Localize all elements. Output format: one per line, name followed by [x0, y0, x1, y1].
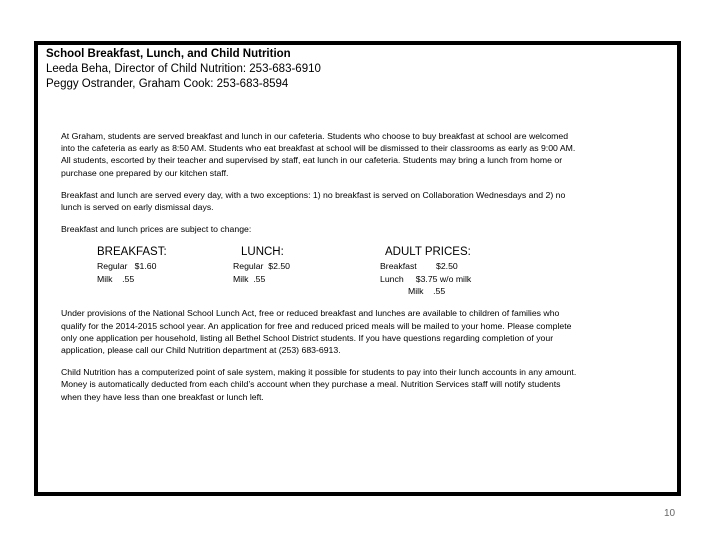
text-line: Money is automatically deducted from each child’s account when they purchase a meal. Nutrition Services staff will notify students	[61, 379, 561, 390]
contact-header	[46, 47, 321, 92]
prices-intro: Breakfast and lunch prices are subject to change:	[61, 224, 252, 235]
text-line: only one application per household, listing all Bethel School District students. If you have questions regarding completion of your	[61, 332, 554, 343]
lunch-prices	[233, 245, 290, 284]
text-line: lunch is served on early dismissal days.	[61, 202, 214, 213]
director-contact: Leeda Beha, Director of Child Nutrition: 253-683-6910	[46, 63, 321, 75]
adult-lunch-price: Lunch $3.75 w/o milk	[380, 273, 472, 284]
text-line: At Graham, students are served breakfast and lunch in our cafeteria. Students who choose to buy breakfast at school are welcomed	[61, 131, 569, 141]
text-line: application, please call our Child Nutrition department at (253) 683-6913.	[61, 345, 341, 356]
adult-milk-price: Milk .55	[408, 285, 446, 296]
text-line: when they have less than one breakfast or lunch left.	[61, 391, 264, 402]
text-line: into the cafeteria as early as 8:50 AM. Students who eat breakfast at school will be dismissed to their classrooms as early as 9:00 AM.	[61, 143, 576, 154]
document-body	[61, 130, 661, 413]
lunch-regular-price: Regular $2.50	[233, 261, 290, 272]
text-line: Child Nutrition has a computerized point of sale system, making it possible for students to pay into their lunch accounts in any amount.	[61, 367, 577, 378]
text-line: All students, escorted by their teacher and supervised by staff, eat lunch in our cafeteria. Students may bring a lunch from home or	[61, 155, 563, 166]
text-line: purchase one prepared by our kitchen staff.	[61, 167, 229, 178]
free-reduced-paragraph	[61, 307, 661, 356]
text-line: Under provisions of the National School Lunch Act, free or reduced breakfast and lunches are available to children of families who	[61, 308, 560, 319]
text-line: qualify for the 2014-2015 school year. An application for free and reduced priced meals will be mailed to your home. Please complete	[61, 320, 572, 331]
adult-prices	[380, 245, 471, 297]
section-title: School Breakfast, Lunch, and Child Nutrition	[46, 48, 291, 60]
breakfast-milk-price: Milk .55	[97, 273, 135, 284]
price-table	[61, 245, 661, 297]
breakfast-regular-price: Regular $1.60	[97, 261, 157, 272]
pos-system-paragraph	[61, 366, 661, 403]
text-line: Breakfast and lunch are served every day, with a two exceptions: 1) no breakfast is served on Collaboration Wednesdays and 2) no	[61, 189, 566, 200]
adult-breakfast-price: Breakfast $2.50	[380, 261, 458, 272]
cook-contact: Peggy Ostrander, Graham Cook: 253-683-8594	[46, 78, 289, 90]
breakfast-prices	[97, 245, 167, 284]
lunch-heading: LUNCH:	[241, 246, 284, 259]
cafeteria-paragraph	[61, 130, 661, 179]
exceptions-paragraph	[61, 189, 661, 213]
lunch-milk-price: Milk .55	[233, 273, 266, 284]
adult-heading: ADULT PRICES:	[385, 246, 471, 259]
breakfast-heading: BREAKFAST:	[97, 246, 167, 259]
page-number: 10	[664, 508, 676, 519]
